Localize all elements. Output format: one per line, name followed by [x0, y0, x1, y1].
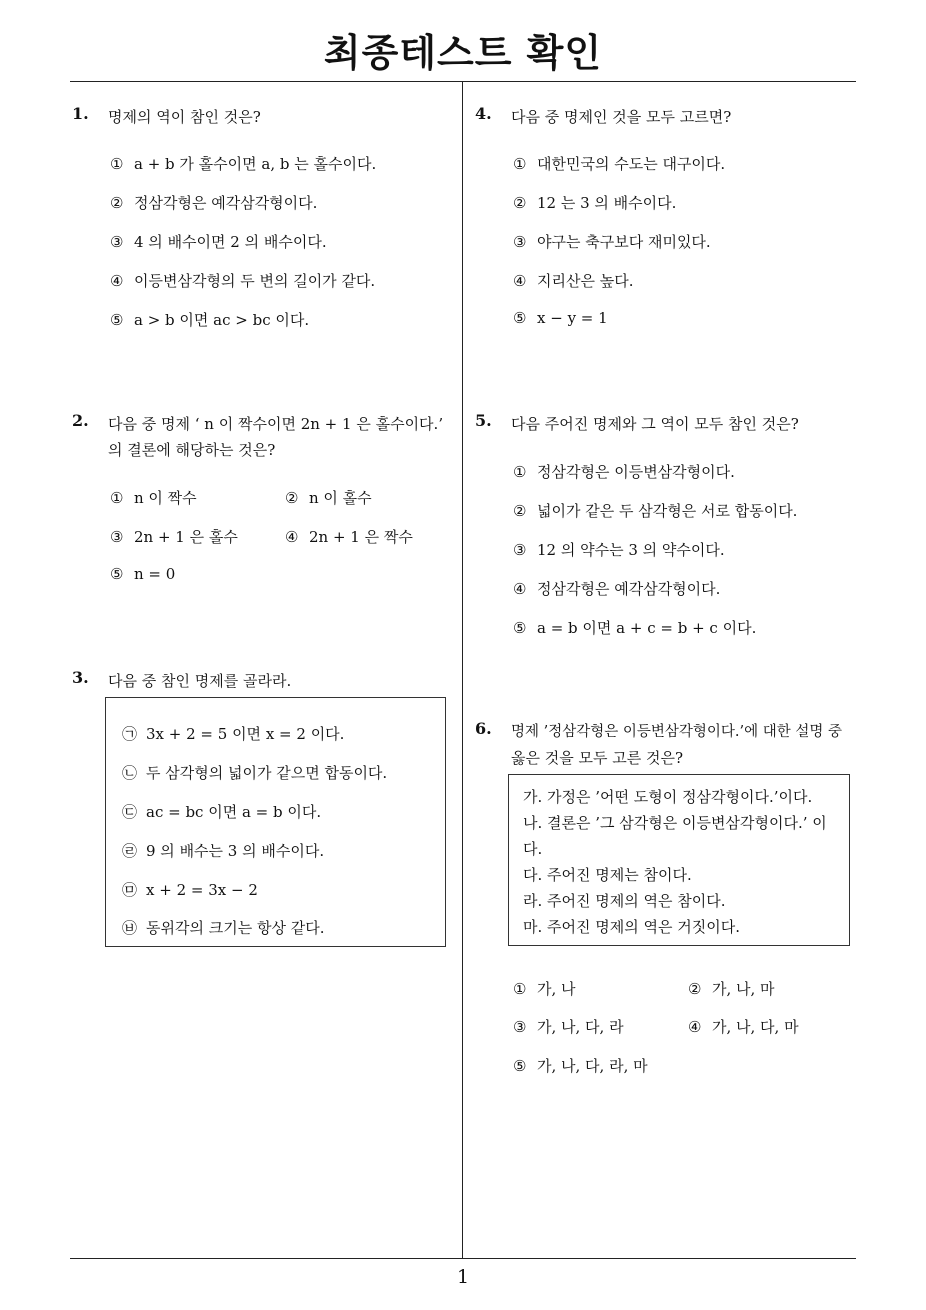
q1-option-3[interactable]: ③ 4 의 배수이면 2 의 배수이다. [110, 233, 327, 251]
q6-option-5[interactable]: ⑤ 가, 나, 다, 라, 마 [513, 1057, 648, 1075]
question-text: 다음 중 참인 명제를 골라라. [108, 672, 292, 690]
q4-option-2[interactable]: ② 12 는 3 의 배수이다. [513, 194, 677, 212]
q2-option-5[interactable]: ⑤ n = 0 [110, 565, 176, 583]
q2-option-4[interactable]: ④ 2n + 1 은 짝수 [285, 528, 413, 546]
page-number: 1 [456, 1266, 470, 1288]
question-4 [475, 104, 865, 134]
q6-box-line-6: 마. 주어진 명제의 역은 거짓이다. [523, 918, 740, 936]
question-text: 명제의 역이 참인 것은? [108, 108, 261, 126]
q6-box-line-3: 다. [523, 840, 543, 858]
question-text-line-1: 다음 중 명제 ‘ n 이 짝수이면 2n + 1 은 홀수이다.’ [108, 415, 444, 433]
q3-item-6: ㉥ 동위각의 크기는 항상 같다. [122, 919, 325, 937]
q6-option-2[interactable]: ② 가, 나, 마 [688, 980, 775, 998]
q1-option-2[interactable]: ② 정삼각형은 예각삼각형이다. [110, 194, 318, 212]
q2-option-3[interactable]: ③ 2n + 1 은 홀수 [110, 528, 238, 546]
q3-item-2: ㉡ 두 삼각형의 넓이가 같으면 합동이다. [122, 764, 388, 782]
q4-option-3[interactable]: ③ 야구는 축구보다 재미있다. [513, 233, 711, 251]
q3-item-4: ㉣ 9 의 배수는 3 의 배수이다. [122, 842, 325, 860]
q6-statement-box [508, 774, 850, 946]
bottom-rule [70, 1258, 856, 1259]
page-title: 최종테스트 확인 [323, 31, 603, 75]
q6-option-3[interactable]: ③ 가, 나, 다, 라 [513, 1018, 624, 1036]
question-2 [72, 411, 452, 467]
q3-statement-box [105, 697, 446, 947]
question-text-line-2: 의 결론에 해당하는 것은? [108, 441, 276, 459]
question-text-line-1: 명제 ’정삼각형은 이등변삼각형이다.’에 대한 설명 중 [511, 724, 843, 740]
q5-option-3[interactable]: ③ 12 의 약수는 3 의 약수이다. [513, 541, 725, 559]
q3-item-5: ㉤ x + 2 = 3x − 2 [122, 881, 258, 899]
question-number: 3. [72, 668, 89, 687]
q5-option-1[interactable]: ① 정삼각형은 이등변삼각형이다. [513, 463, 735, 481]
q5-option-2[interactable]: ② 넓이가 같은 두 삼각형은 서로 합동이다. [513, 502, 798, 520]
question-3 [72, 668, 452, 698]
column-divider [462, 82, 463, 1258]
q5-option-4[interactable]: ④ 정삼각형은 예각삼각형이다. [513, 580, 721, 598]
question-6 [475, 719, 870, 775]
q4-option-5[interactable]: ⑤ x − y = 1 [513, 309, 608, 327]
q2-option-2[interactable]: ② n 이 홀수 [285, 489, 372, 507]
question-number: 1. [72, 104, 89, 123]
question-number: 4. [475, 104, 492, 123]
q3-item-1: ㉠ 3x + 2 = 5 이면 x = 2 이다. [122, 725, 345, 743]
question-number: 2. [72, 411, 89, 430]
q1-option-5[interactable]: ⑤ a > b 이면 ac > bc 이다. [110, 311, 310, 329]
top-rule [70, 81, 856, 82]
q1-option-4[interactable]: ④ 이등변삼각형의 두 변의 길이가 같다. [110, 272, 376, 290]
q2-option-1[interactable]: ① n 이 짝수 [110, 489, 197, 507]
question-number: 6. [475, 719, 492, 738]
q6-box-line-5: 라. 주어진 명제의 역은 참이다. [523, 892, 726, 910]
q6-box-line-2: 나. 결론은 ’그 삼각형은 이등변삼각형이다.’ 이 [523, 814, 827, 832]
question-text: 다음 주어진 명제와 그 역이 모두 참인 것은? [511, 415, 799, 433]
q4-option-1[interactable]: ① 대한민국의 수도는 대구이다. [513, 155, 726, 173]
q4-option-4[interactable]: ④ 지리산은 높다. [513, 272, 634, 290]
question-1 [72, 104, 452, 134]
question-text: 다음 중 명제인 것을 모두 고르면? [511, 108, 732, 126]
q1-option-1[interactable]: ① a + b 가 홀수이면 a, b 는 홀수이다. [110, 155, 377, 173]
question-5 [475, 411, 865, 441]
q6-box-line-1: 가. 가정은 ’어떤 도형이 정삼각형이다.’이다. [523, 788, 813, 806]
q6-option-1[interactable]: ① 가, 나 [513, 980, 576, 998]
q3-item-3: ㉢ ac = bc 이면 a = b 이다. [122, 803, 322, 821]
question-number: 5. [475, 411, 492, 430]
q6-box-line-4: 다. 주어진 명제는 참이다. [523, 866, 692, 884]
q5-option-5[interactable]: ⑤ a = b 이면 a + c = b + c 이다. [513, 619, 757, 637]
question-text-line-2: 옳은 것을 모두 고른 것은? [511, 749, 684, 767]
q6-option-4[interactable]: ④ 가, 나, 다, 마 [688, 1018, 799, 1036]
